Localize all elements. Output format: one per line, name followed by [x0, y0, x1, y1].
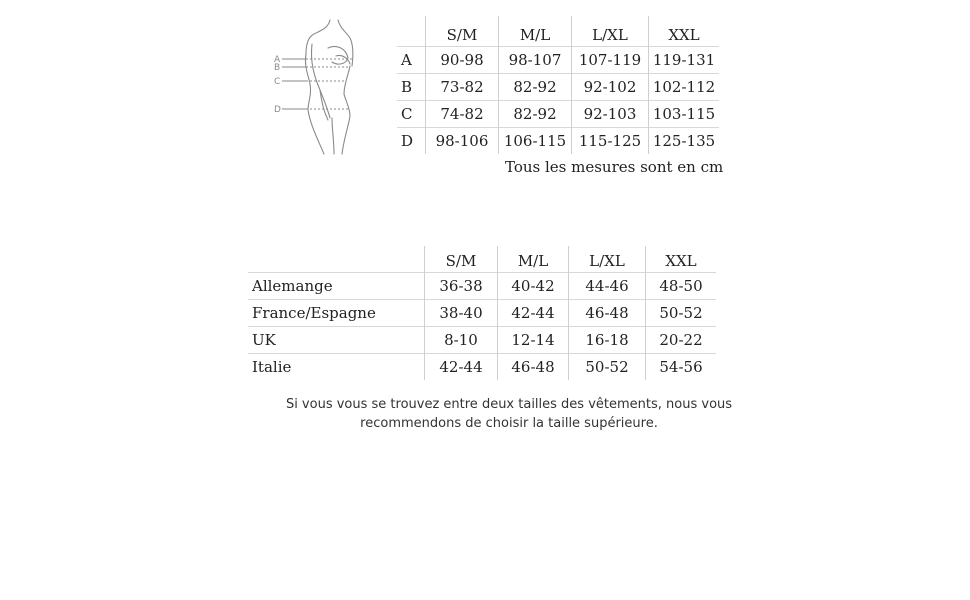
table-cell: 38-40 [425, 300, 498, 327]
row-label: Italie [248, 354, 425, 381]
measurements-table [397, 16, 719, 154]
table-row [248, 354, 716, 381]
marker-c-label: C [274, 77, 281, 87]
table-cell: 8-10 [425, 327, 498, 354]
body-measurement-diagram [270, 14, 362, 162]
header-empty-cell [248, 246, 425, 273]
table-cell: 50-52 [646, 300, 717, 327]
header-empty-cell [397, 16, 426, 47]
table-cell: 48-50 [646, 273, 717, 300]
country-size-table [248, 246, 716, 380]
table-cell: 82-92 [499, 101, 572, 128]
size-advice-line-2: recommendons de choisir la taille supérieure. [360, 416, 658, 431]
table-cell: 42-44 [498, 300, 569, 327]
table-row [397, 101, 719, 128]
size-advice-note [270, 395, 748, 433]
table-cell: 102-112 [649, 74, 720, 101]
table-cell: 92-102 [572, 74, 649, 101]
header-size-ml: M/L [499, 16, 572, 47]
table-cell: 73-82 [426, 74, 499, 101]
table-row [397, 128, 719, 155]
table-cell: 98-107 [499, 47, 572, 74]
table-cell: 50-52 [569, 354, 646, 381]
header-size-sm: S/M [426, 16, 499, 47]
body-measurement-diagram-icon [270, 14, 362, 162]
table-row [397, 74, 719, 101]
table-cell: 92-103 [572, 101, 649, 128]
table-cell: 106-115 [499, 128, 572, 155]
row-label: France/Espagne [248, 300, 425, 327]
row-label: C [397, 101, 426, 128]
marker-b-label: B [274, 63, 281, 73]
table-cell: 20-22 [646, 327, 717, 354]
table-cell: 44-46 [569, 273, 646, 300]
table-cell: 98-106 [426, 128, 499, 155]
table-cell: 12-14 [498, 327, 569, 354]
units-note: Tous les mesures sont en cm [505, 158, 724, 176]
row-label: A [397, 47, 426, 74]
table-cell: 82-92 [499, 74, 572, 101]
marker-d-label: D [274, 105, 281, 115]
table-cell: 90-98 [426, 47, 499, 74]
table-cell: 103-115 [649, 101, 720, 128]
table-cell: 36-38 [425, 273, 498, 300]
table-header-row [397, 16, 719, 47]
table-row [248, 273, 716, 300]
table-cell: 46-48 [569, 300, 646, 327]
header-size-lxl: L/XL [572, 16, 649, 47]
table-row [248, 327, 716, 354]
header-size-xxl: XXL [646, 246, 717, 273]
table-cell: 46-48 [498, 354, 569, 381]
size-advice-line-1: Si vous vous se trouvez entre deux tailles des vêtements, nous vous [285, 397, 733, 412]
row-label: D [397, 128, 426, 155]
table-cell: 125-135 [649, 128, 720, 155]
row-label: UK [248, 327, 425, 354]
table-cell: 54-56 [646, 354, 717, 381]
table-cell: 42-44 [425, 354, 498, 381]
marker-a-label: A [274, 55, 281, 65]
header-size-lxl: L/XL [569, 246, 646, 273]
header-size-xxl: XXL [649, 16, 720, 47]
table-cell: 119-131 [649, 47, 720, 74]
table-cell: 107-119 [572, 47, 649, 74]
table-cell: 16-18 [569, 327, 646, 354]
header-size-ml: M/L [498, 246, 569, 273]
table-cell: 74-82 [426, 101, 499, 128]
table-header-row [248, 246, 716, 273]
row-label: B [397, 74, 426, 101]
row-label: Allemange [248, 273, 425, 300]
header-size-sm: S/M [425, 246, 498, 273]
table-row [397, 47, 719, 74]
table-cell: 115-125 [572, 128, 649, 155]
table-cell: 40-42 [498, 273, 569, 300]
table-row [248, 300, 716, 327]
